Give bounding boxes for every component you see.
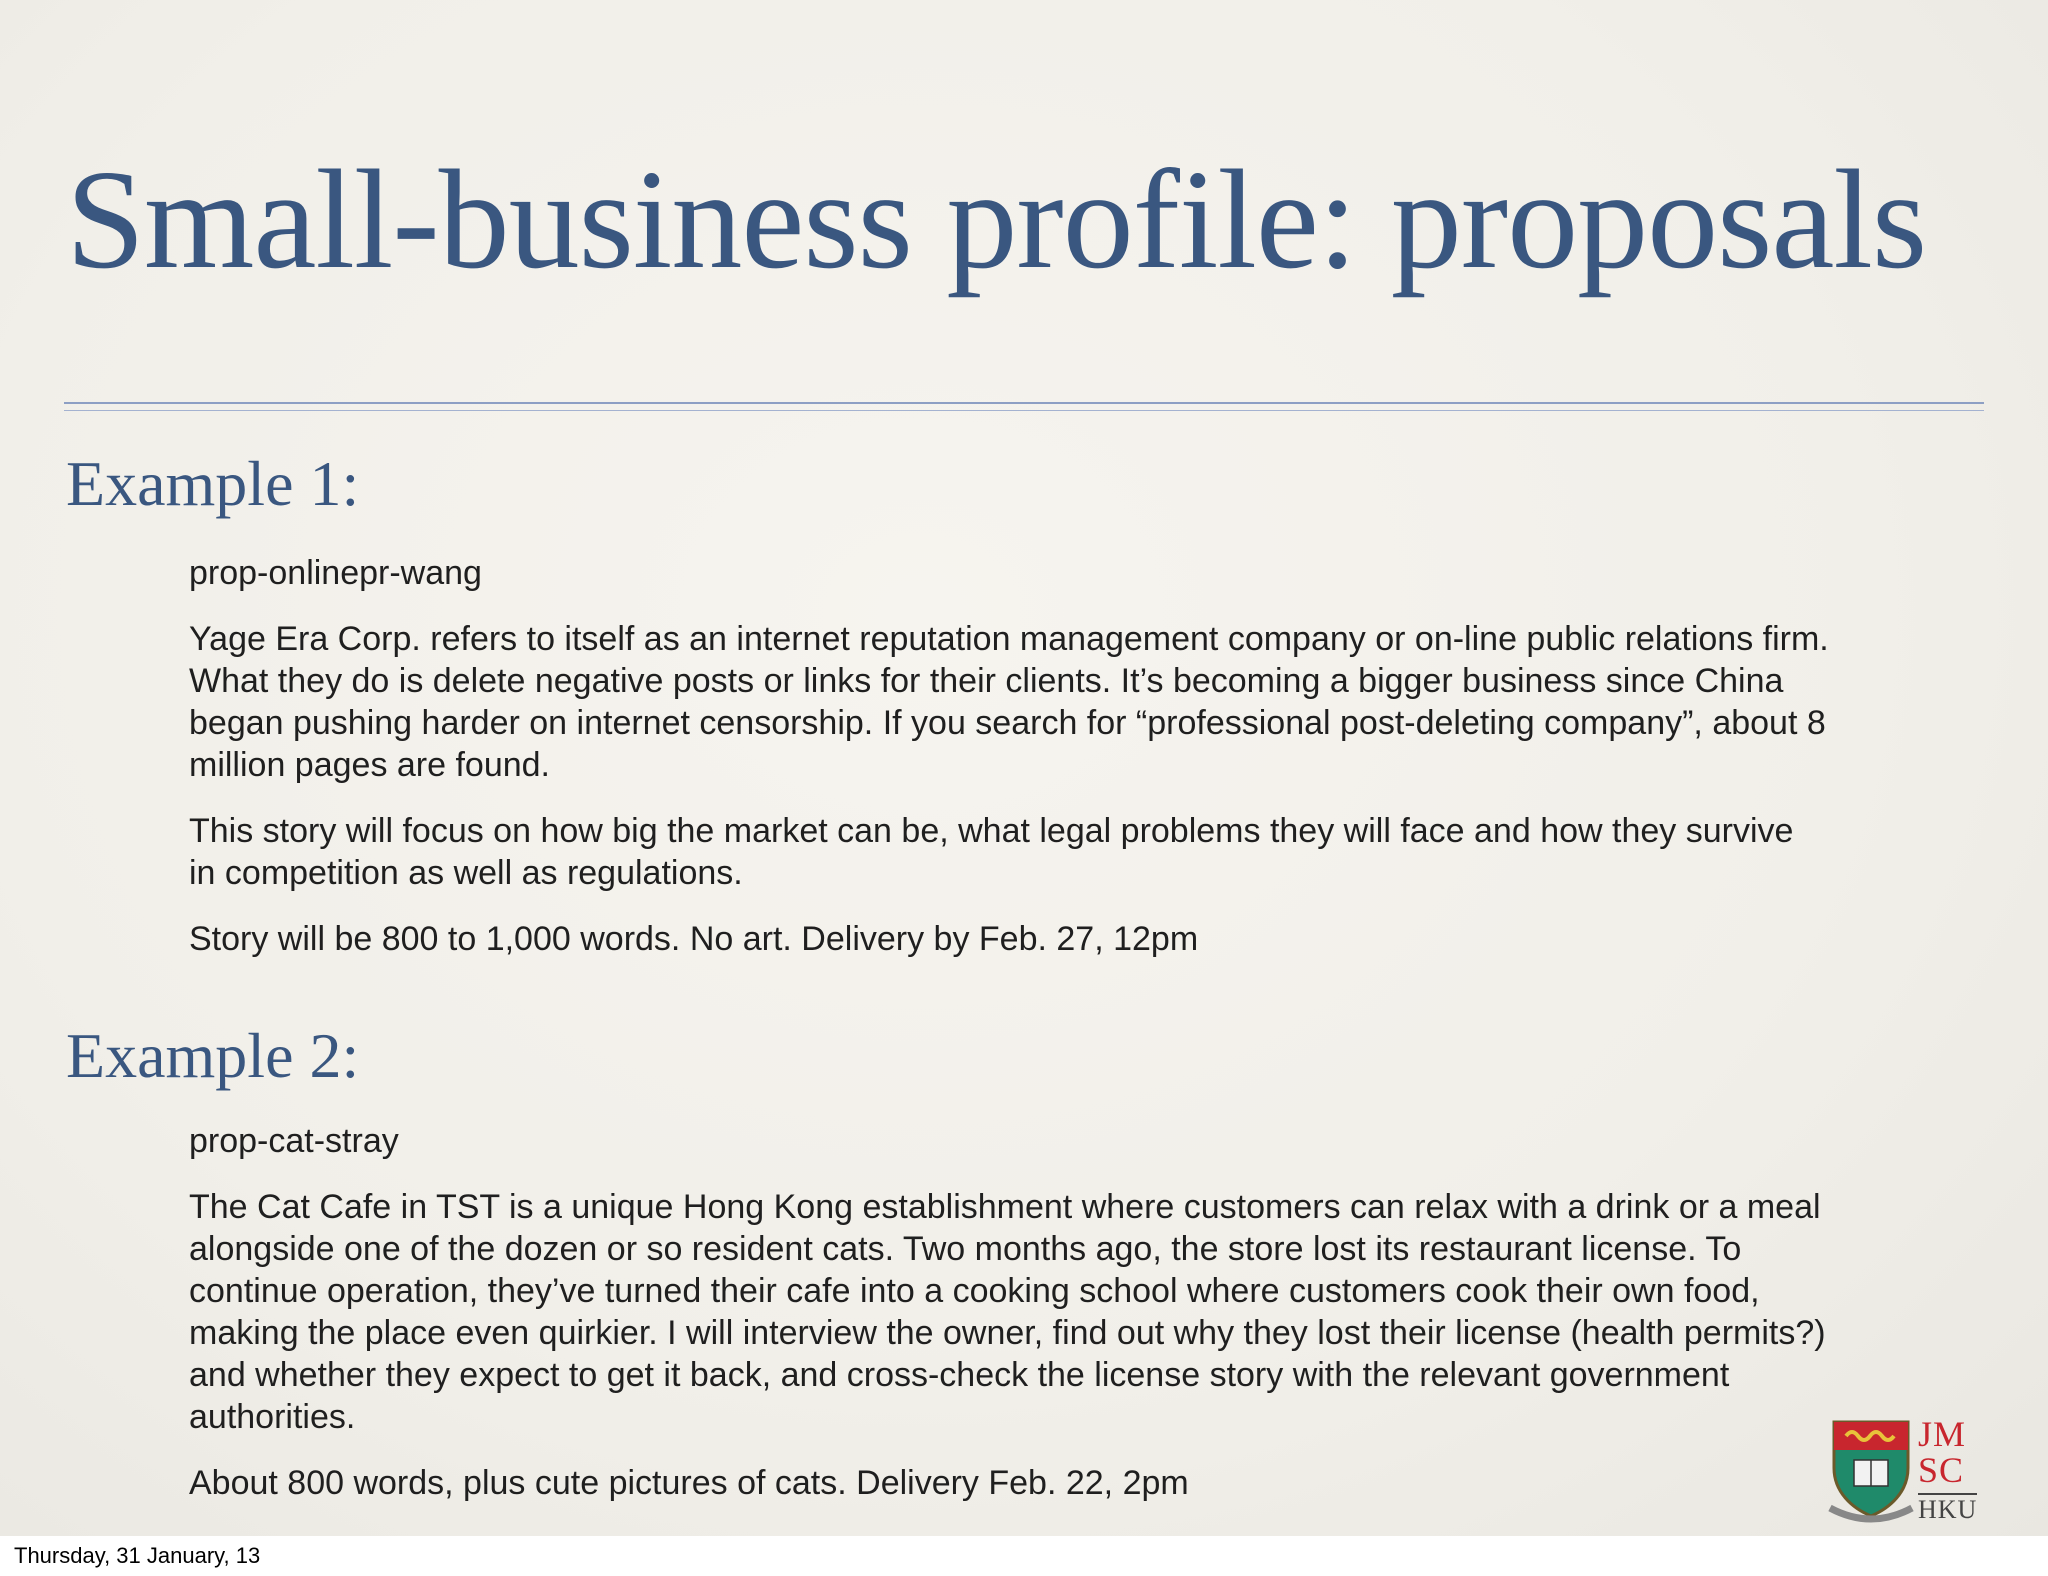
example-1-heading: Example 1: (66, 448, 360, 519)
example-2-slug: prop-cat-stray (189, 1122, 399, 1160)
example-1-paragraph: This story will focus on how big the market can be, what legal problems they will face and how they survive in competition as well as regulations. (189, 812, 1794, 892)
example-2-paragraph: The Cat Cafe in TST is a unique Hong Kong establishment where customers can relax with a drink or a meal alongside one of the dozen or so resident cats. Two months ago, the store lost its restaurant license. To continue operation, they’ve turned their cafe into a cooking school where customers cook their own food, making the place even quirkier. I will interview the owner, find out why they lost their license (health permits?) and whether they expect to get it back, and cross-check the license story with the relevant government authorities. (189, 1188, 1826, 1436)
logo-line: JM (1918, 1414, 1967, 1454)
title-divider (64, 402, 1984, 404)
example-2-paragraph: About 800 words, plus cute pictures of cats. Delivery Feb. 22, 2pm (189, 1464, 1189, 1502)
title-divider-secondary (64, 410, 1984, 411)
logo-line: SC (1918, 1450, 1965, 1490)
example-1-slug: prop-onlinepr-wang (189, 554, 482, 592)
jmsc-logo-text (1918, 1416, 1977, 1525)
example-1-paragraph: Yage Era Corp. refers to itself as an internet reputation management company or on-line public relations firm. What they do is delete negative posts or links for their clients. It’s becoming a bigger business since China began pushing harder on internet censorship. If you search for “professional post-deleting company”, about 8 million pages are found. (189, 620, 1829, 784)
example-2-body (189, 1120, 1829, 1528)
hku-crest-icon (1826, 1416, 1916, 1524)
example-2-heading: Example 2: (66, 1020, 360, 1091)
jmsc-hku-logo (1826, 1416, 1984, 1524)
logo-line: HKU (1918, 1495, 1978, 1524)
example-1-paragraph: Story will be 800 to 1,000 words. No art. Delivery by Feb. 27, 12pm (189, 920, 1199, 958)
slide-title: Small-business profile: proposals (66, 140, 1927, 298)
footer-date: Thursday, 31 January, 13 (14, 1543, 261, 1568)
example-1-body (189, 552, 1829, 984)
